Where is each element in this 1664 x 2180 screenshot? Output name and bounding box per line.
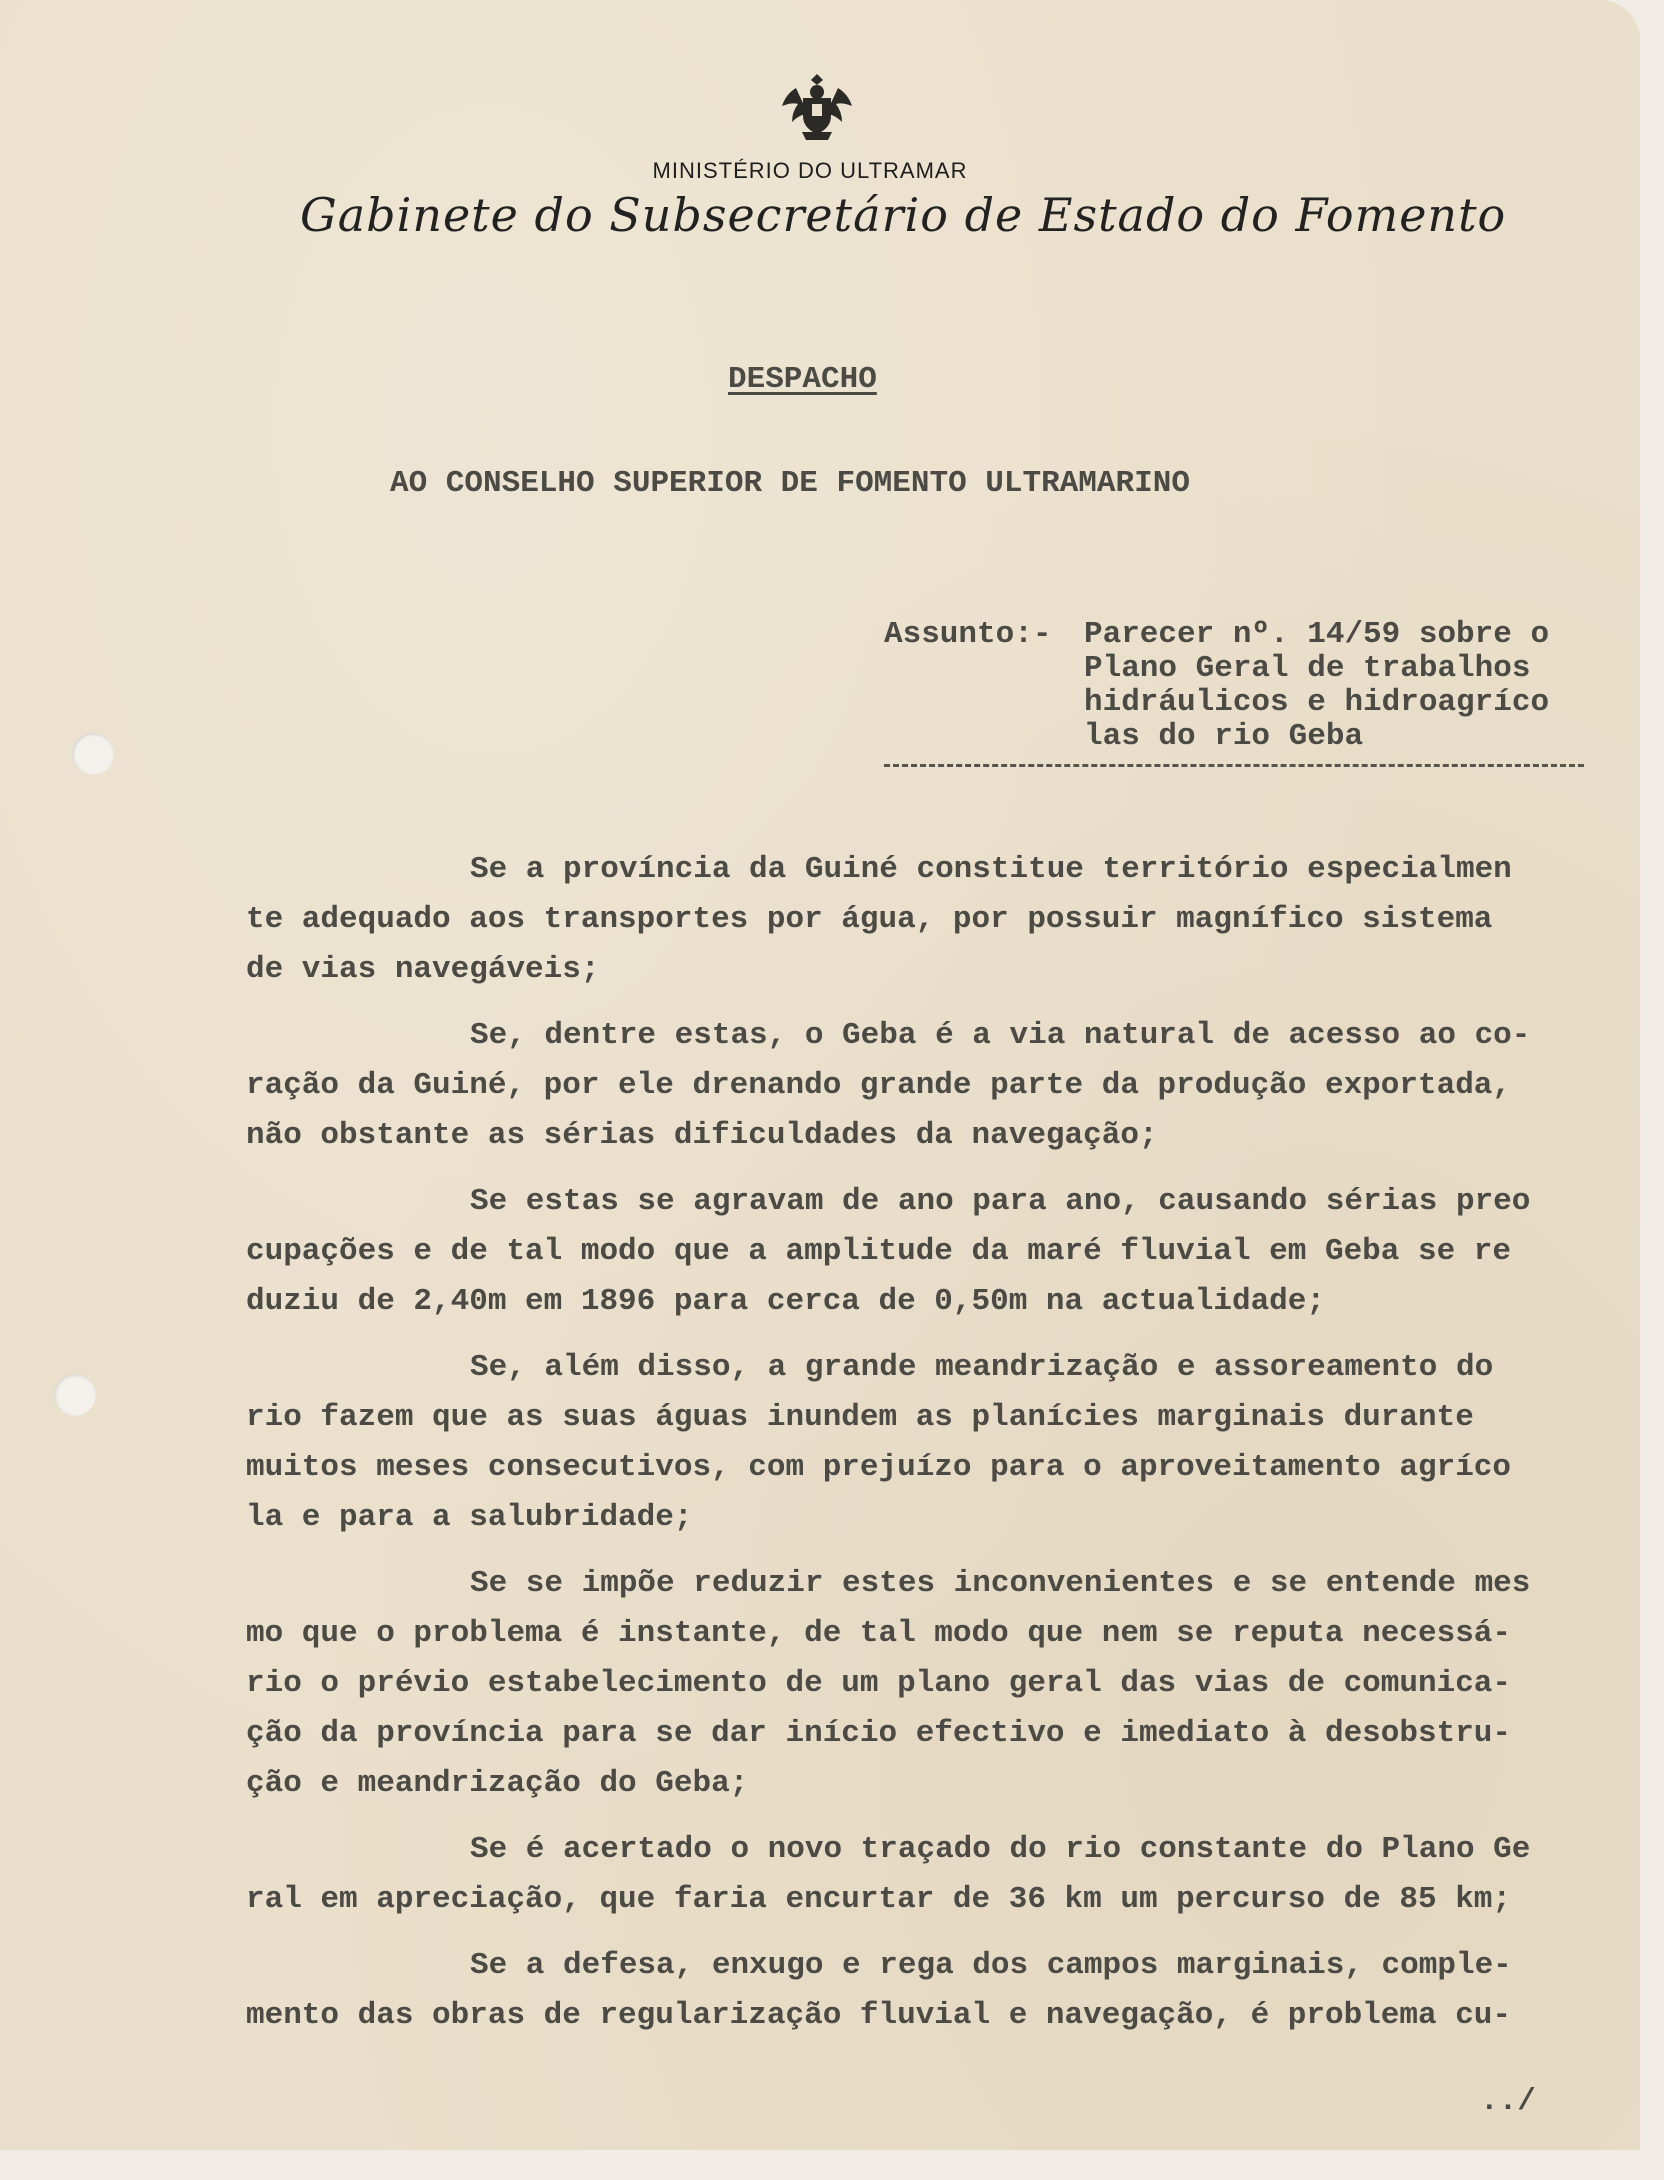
document-body [246, 845, 1596, 2057]
paragraph [246, 1011, 1596, 1161]
subject-line: hidráulicos e hidroagríco [1084, 685, 1550, 720]
paragraph-line: muitos meses consecutivos, com prejuízo para o aproveitamento agríco [246, 1450, 1512, 1485]
addressee: AO CONSELHO SUPERIOR DE FOMENTO ULTRAMARINO [390, 466, 1190, 501]
paragraph-line: Se, além disso, a grande meandrização e assoreamento do [470, 1350, 1494, 1385]
paragraph-line: Se a província da Guiné constitue território especialmen [470, 852, 1512, 887]
subject-label: Assunto:- [884, 617, 1052, 652]
subject-line: Plano Geral de trabalhos [1084, 651, 1531, 686]
paragraph-line: rio o prévio estabelecimento de um plano geral das vias de comunica- [246, 1666, 1512, 1701]
coat-of-arms-icon [772, 70, 862, 142]
paragraph-line: Se é acertado o novo traçado do rio constante do Plano Ge [470, 1832, 1531, 1867]
paragraph-line: mo que o problema é instante, de tal modo que nem se reputa necessá- [246, 1616, 1512, 1651]
paragraph [246, 845, 1596, 995]
paragraph-line: rio fazem que as suas águas inundem as planícies marginais durante [246, 1400, 1474, 1435]
paragraph [246, 1941, 1596, 2041]
subject-text [1084, 618, 1604, 754]
subject-divider [884, 764, 1584, 767]
subject-line: Parecer nº. 14/59 sobre o [1084, 617, 1550, 652]
paragraph-line: Se, dentre estas, o Geba é a via natural de acesso ao co- [470, 1018, 1531, 1053]
paragraph-line: ção da província para se dar início efectivo e imediato à desobstru- [246, 1716, 1512, 1751]
paragraph-line: Se estas se agravam de ano para ano, causando sérias preo [470, 1184, 1531, 1219]
cabinet-heading: Gabinete do Subsecretário de Estado do Fomento [300, 188, 1507, 242]
paragraph-line: duziu de 2,40m em 1896 para cerca de 0,50m na actualidade; [246, 1284, 1325, 1319]
paragraph-line: Se a defesa, enxugo e rega dos campos marginais, comple- [470, 1948, 1512, 1983]
paragraph-line: cupações e de tal modo que a amplitude da maré fluvial em Geba se re [246, 1234, 1512, 1269]
paragraph-line: te adequado aos transportes por água, por possuir magnífico sistema [246, 902, 1493, 937]
subject-line: las do rio Geba [1084, 719, 1364, 754]
punch-hole [54, 1374, 96, 1416]
document-title: DESPACHO [728, 362, 877, 397]
paragraph-line: mento das obras de regularização fluvial e navegação, é problema cu- [246, 1998, 1512, 2033]
paragraph-line: de vias navegáveis; [246, 952, 600, 987]
paragraph-line: ção e meandrização do Geba; [246, 1766, 749, 1801]
punch-hole [72, 733, 114, 775]
paragraph-line: Se se impõe reduzir estes inconvenientes e se entende mes [470, 1566, 1531, 1601]
paragraph-line: não obstante as sérias dificuldades da navegação; [246, 1118, 1158, 1153]
continuation-mark: ../ [1480, 2084, 1536, 2119]
paragraph [246, 1343, 1596, 1543]
paragraph-line: ração da Guiné, por ele drenando grande parte da produção exportada, [246, 1068, 1512, 1103]
paragraph [246, 1559, 1596, 1809]
ministry-heading: MINISTÉRIO DO ULTRAMAR [652, 158, 968, 183]
paragraph-line: la e para a salubridade; [246, 1500, 693, 1535]
paragraph [246, 1825, 1596, 1925]
paragraph-line: ral em apreciação, que faria encurtar de 36 km um percurso de 85 km; [246, 1882, 1512, 1917]
paragraph [246, 1177, 1596, 1327]
